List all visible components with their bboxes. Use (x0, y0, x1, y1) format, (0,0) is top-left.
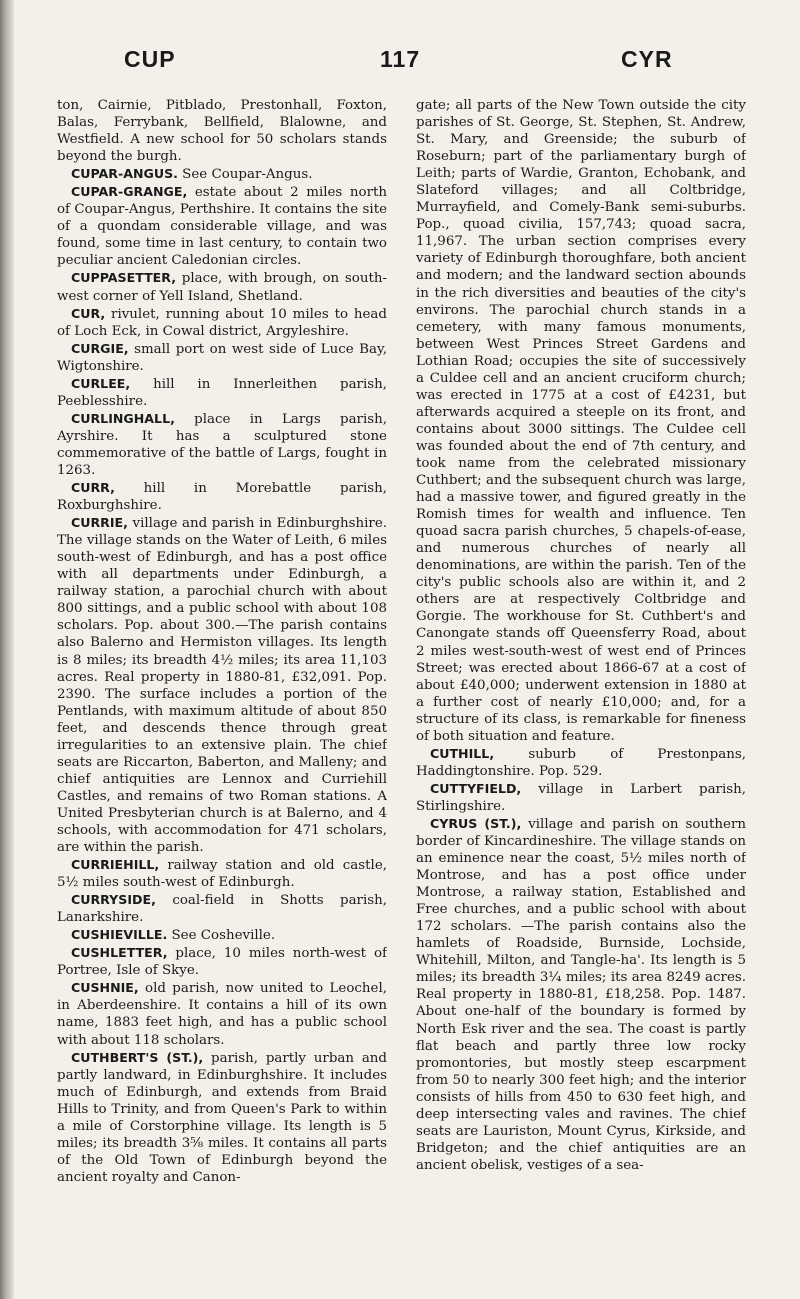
entry-text: hill in Morebattle parish, Roxburghshire. (57, 481, 387, 514)
entry-text: rivulet, running about 10 miles to head of Loch Eck, in Cowal district, Argyleshire. (57, 306, 387, 339)
entry-headword: CUTHILL, (430, 745, 495, 761)
entry-text: See Cosheville. (167, 928, 276, 944)
entry-text: See Coupar-Angus. (177, 167, 313, 183)
entry-continuation (416, 97, 746, 745)
gazetteer-entry (57, 165, 387, 183)
entry-text: place, with brough, on south-west corner of Yell Island, Shetland. (57, 271, 387, 304)
entry-text: railway station and old castle, 5½ miles south-west of Edinburgh. (57, 858, 387, 891)
gazetteer-entry (57, 514, 387, 856)
gazetteer-entry (57, 183, 387, 269)
entry-headword: CURLINGHALL, (71, 410, 175, 426)
entry-text: place in Largs parish, Ayrshire. It has a sculptured stone commemorative of the battle of Largs, fought in 1263. (57, 411, 387, 478)
entry-headword: CUR, (71, 305, 106, 321)
gazetteer-entry (57, 1049, 387, 1186)
gazetteer-entry (57, 375, 387, 410)
page-number: 117 (380, 46, 421, 72)
gazetteer-entry (57, 340, 387, 375)
entry-text: small port on west side of Luce Bay, Wigtonshire. (57, 341, 387, 374)
entry-text: estate about 2 miles north of Coupar-Angus, Perthshire. It contains the site of a quondam considerable village, and was found, some time in last century, to contain two peculiar ancient Caledonian circles. (57, 185, 387, 269)
entry-text: suburb of Prestonpans, Haddingtonshire. Pop. 529. (416, 746, 746, 779)
gazetteer-entry (416, 745, 746, 780)
gazetteer-entry (57, 926, 387, 944)
header-right-guideword: CYR (621, 46, 673, 72)
entry-headword: CYRUS (ST.), (430, 815, 522, 831)
entry-text: ton, Cairnie, Pitblado, Prestonhall, Foxton, Balas, Ferrybank, Bellfield, Blalowne, and Westfield. A new school for 50 scholars stands beyond the burgh. (57, 98, 387, 165)
entry-headword: CURGIE, (71, 340, 129, 356)
entry-headword: CUTTYFIELD, (430, 780, 522, 796)
gazetteer-entry (57, 979, 387, 1048)
entry-text: hill in Innerleithen parish, Peeblesshire. (57, 376, 387, 409)
entry-headword: CURRYSIDE, (71, 892, 156, 908)
entry-headword: CUPAR-ANGUS. (71, 166, 178, 182)
left-column (57, 97, 387, 1287)
entry-text: village and parish in Edinburghshire. The village stands on the Water of Leith, 6 miles south-west of Edinburgh, and has a post office with all departments under Edinburgh, a railway station, a parochial church with about 800 sittings, and a public school with about 108 scholars. Pop. about 300.—The parish contains also Balerno and Hermiston villages. Its length is 8 miles; its breadth 4½ miles; its area 11,103 acres. Real property in 1880-81, £32,091. Pop. 2390. The surface includes a portion of the Pentlands, with maximum altitude of about 850 feet, and descends thence through great irregularities to an extensive plain. The chief seats are Riccarton, Baberton, and Malleny; and chief antiquities are Lennox and Curriehill Castles, and remains of two Roman stations. A United Presbyterian church is at Balerno, and 4 schools, with accommodation for 471 scholars, are within the parish. (57, 516, 387, 856)
entry-text: village and parish on southern border of Kincardineshire. The village stands on an eminence near the coast, 5½ miles north of Montrose, and has a post office under Montrose, a railway station, Established and Free churches, and a public school with about 172 scholars. —The parish contains also the hamlets of Roadside, Burnside, Lochside, Whitehill, Milton, and Tangle-ha'. Its length is 5 miles; its breadth 3¼ miles; its area 8249 acres. Real property in 1880-81, £18,258. Pop. 1487. About one-half of the boundary is formed by North Esk river and the sea. The coast is partly flat beach and partly three low rocky promontories, but mostly steep escarpment from 50 to nearly 300 feet high; and the interior consists of hills from 450 to 630 feet high, and deep intersecting vales and ravines. The chief seats are Lauriston, Mount Cyrus, Kirkside, and Bridgeton; and the chief antiquities are an ancient obelisk, vestiges of a sea- (416, 816, 746, 1173)
gazetteer-entry (57, 410, 387, 479)
entry-headword: CUSHLETTER, (71, 945, 168, 961)
entry-headword: CURR, (71, 480, 115, 496)
entry-text: gate; all parts of the New Town outside the city parishes of St. George, St. Stephen, St. Andrew, St. Mary, and Greenside; the suburb of Roseburn; part of the parliamentary burgh of Leith; parts of Wardie, Granton, Echobank, and Slateford villages; and all Coltbridge, Murrayfield, and Comely-Bank semi-suburbs. Pop., quoad civilia, 157,743; quoad sacra, 11,967. The urban section comprises every variety of Edinburgh thoroughfare, both ancient and modern; and the landward section abounds in the rich diversities and beauties of the city's environs. The parochial church stands in a cemetery, with many famous monuments, between West Princes Street Gardens and Lothian Road; occupies the site of successively a Culdee cell and an ancient cruciform church; was erected in 1775 at a cost of £4231, but afterwards acquired a steeple on its front, and contains about 3000 sittings. The Culdee cell was founded about the end of 7th century, and took name from the celebrated missionary Cuthbert; and the subsequent church was large, had a massive tower, and figured greatly in the Romish times for wealth and influence. Ten quoad sacra parish churches, 5 chapels-of-ease, and numerous churches of nearly all denominations, are within the parish. Ten of the city's public schools also are within it, and 2 others are at respectively Coltbridge and Gorgie. The workhouse for St. Cuthbert's and Canongate stands off Queensferry Road, about 2 miles west-south-west of west end of Princes Street; was erected about 1866-67 at a cost of about £40,000; underwent extension in 1880 at a further cost of nearly £10,000; and, for a structure of its class, is remarkable for fineness of both situation and feature. (416, 98, 746, 744)
entry-headword: CURRIEHILL, (71, 857, 160, 873)
book-spine-shadow (0, 0, 14, 1299)
header-left-guideword: CUP (124, 46, 176, 72)
entry-headword: CURLEE, (71, 375, 131, 391)
entry-continuation (57, 97, 387, 165)
running-header (0, 46, 800, 76)
entry-headword: CUPAR-GRANGE, (71, 184, 188, 200)
gazetteer-entry (57, 856, 387, 891)
entry-text: village in Larbert parish, Stirlingshire. (416, 781, 746, 814)
entry-headword: CUSHNIE, (71, 980, 139, 996)
entry-headword: CURRIE, (71, 515, 128, 531)
entry-headword: CUTHBERT'S (ST.), (71, 1049, 204, 1065)
gazetteer-entry (57, 891, 387, 926)
entry-text: coal-field in Shotts parish, Lanarkshire. (57, 893, 387, 926)
entry-headword: CUSHIEVILLE. (71, 927, 168, 943)
gazetteer-entry (57, 269, 387, 304)
right-column (416, 97, 746, 1287)
entry-text: place, 10 miles north-west of Portree, Isle of Skye. (57, 946, 387, 979)
gazetteer-entry (416, 815, 746, 1174)
entry-text: old parish, now united to Leochel, in Aberdeenshire. It contains a hill of its own name, 1883 feet high, and has a public school with about 118 scholars. (57, 981, 387, 1048)
entry-text: parish, partly urban and partly landward, in Edinburghshire. It includes much of Edinburgh, and extends from Braid Hills to Trinity, and from Queen's Park to within a mile of Corstorphine village. Its length is 5 miles; its breadth 3⅝ miles. It contains all parts of the Old Town of Edinburgh beyond the ancient royalty and Canon- (57, 1050, 387, 1185)
gazetteer-entry (57, 305, 387, 340)
gazetteer-entry (57, 479, 387, 514)
entry-headword: CUPPASETTER, (71, 270, 176, 286)
gazetteer-entry (416, 780, 746, 815)
gazetteer-entry (57, 944, 387, 979)
